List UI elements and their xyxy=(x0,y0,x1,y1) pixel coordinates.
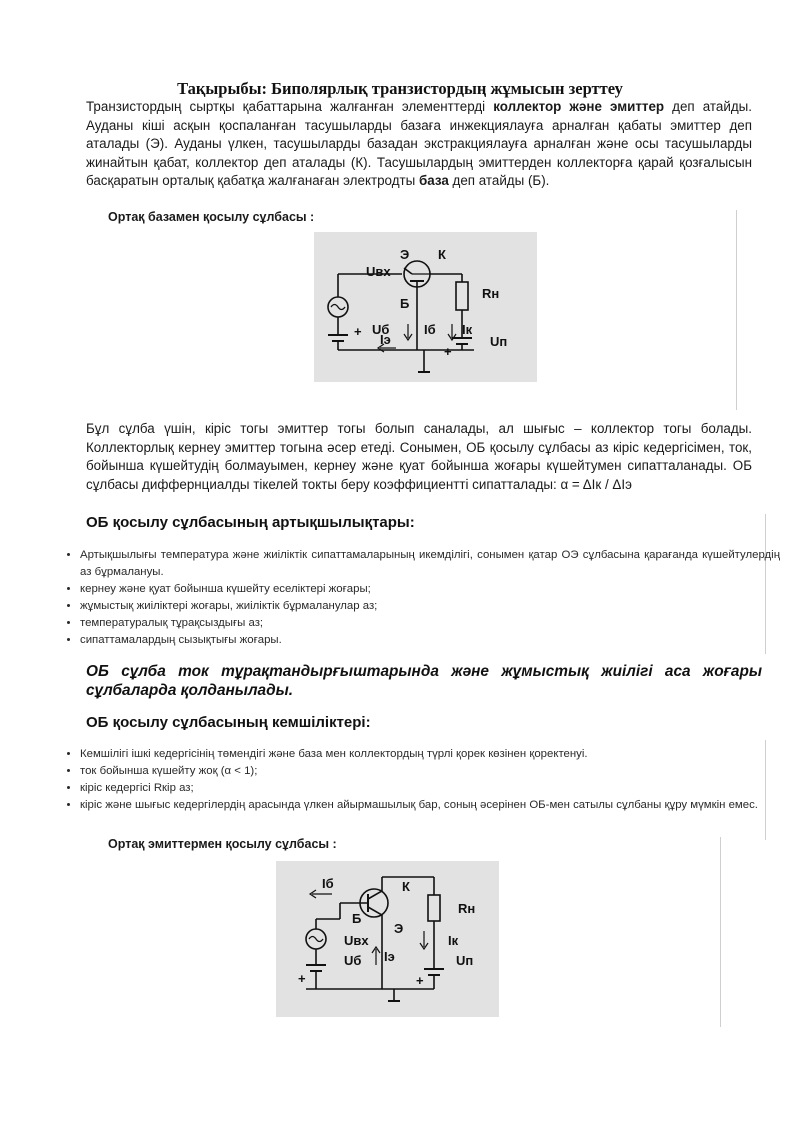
list-item: • Артықшылығы температура және жиіліктік сипаттамаларының икемділігі, сонымен қатар ОЭ сұлбасына қарағанда күшейтулердің аз бұрмалануы. xyxy=(80,547,780,581)
cb-ik-label: Iк xyxy=(462,322,473,337)
list-item: • кернеу және қуат бойынша күшейту еселіктері жоғары; xyxy=(80,581,780,598)
ce-ub-label: Uб xyxy=(344,953,362,968)
cb-up-label: Uп xyxy=(490,334,508,349)
common-base-diagram xyxy=(314,232,537,382)
ce-plus-left: + xyxy=(298,971,306,986)
common-base-label: Ортақ базамен қосылу сұлбасы : xyxy=(108,210,315,224)
ce-base-label: Б xyxy=(352,911,362,926)
cb-emitter-label: Э xyxy=(400,247,410,262)
common-emitter-diagram xyxy=(276,861,499,1017)
list-item: • Кемшілігі ішкі кедергісінің төмендігі және база мен коллектордың түрлі қорек көзінен қоректенуі. xyxy=(80,746,780,763)
page-title: Тақырыбы: Биполярлық транзистордың жұмысын зерттеу xyxy=(177,79,623,98)
ce-up-label: Uп xyxy=(456,953,474,968)
ce-emitter-label: Э xyxy=(394,921,404,936)
cb-plus-left: + xyxy=(354,324,362,339)
list-item: • кіріс кедергісі Rкір аз; xyxy=(80,780,780,797)
advantages-heading: ОБ қосылу сұлбасының артықшылықтары: xyxy=(86,514,415,531)
cb-ib-label: Iб xyxy=(424,322,436,337)
list-item: • кіріс және шығыс кедергілердің арасында үлкен айырмашылық бар, соның әсерінен ОБ-мен сатылы сұлбаны құру мүмкін емес. xyxy=(80,797,780,814)
ce-ie-label: Iэ xyxy=(384,949,395,964)
list-item: • жұмыстық жиіліктері жоғары, жиіліктік бұрмаланулар аз; xyxy=(80,598,780,615)
common-emitter-label: Ортақ эмиттермен қосылу сұлбасы : xyxy=(108,837,337,851)
disadvantages-list xyxy=(64,746,780,814)
bold-term-base: база xyxy=(418,173,449,189)
page-edge-line xyxy=(736,210,737,410)
intro-paragraph: Транзистордың сыртқы қабаттарына жалғанған элементтерді коллектор және эмиттер деп атайды. Ауданы кіші асқын қоспаланған тасушыларды базаға инжекциялауға арналған қабаты эмиттер деп аталады (Э). Ауданы үлкен, тасушыларды базадан экстракциялауға арналған және осы тасушыларды жинайтын қабат, коллектор деп аталады (К). Тасушылардың эмиттерден коллекторға қарай қозғалысын басқаратын орталық қабатқа жалғанаған электродты база деп атайды (Б). xyxy=(86,99,752,189)
ce-ik-label: Iк xyxy=(448,933,459,948)
common-base-description: Бұл сұлба үшін, кіріс тогы эмиттер тогы болып саналады, ал шығыс – коллектор тогы болады. Коллекторлық кернеу эмиттер тогына әсер етеді. Сонымен, ОБ қосылу сұлбасы аз кіріс кедергісімен, ток, бойынша күшейтудің болмауымен, кернеу және қуат бойынша жоғары күшейтумен сипатталанады. ОБ сұлбасы диффернциалды тікелей токты беру коэффициентті сипатталады: α = ΔIк / ΔIэ xyxy=(86,421,752,492)
cb-ie-label: Iэ xyxy=(380,332,391,347)
cb-plus-right: + xyxy=(444,344,452,359)
list-item: • температуралық тұрақсыздығы аз; xyxy=(80,615,780,632)
ce-collector-label: К xyxy=(402,879,410,894)
page-edge-line xyxy=(720,837,721,1027)
advantages-list xyxy=(64,547,780,649)
cb-base-label: Б xyxy=(400,296,410,311)
cb-uin-label: Uвх xyxy=(366,264,391,279)
highlight-statement: ОБ сұлба ток тұрақтандырғыштарында және жұмыстық жиілігі аса жоғары сұлбаларда қолданылады. xyxy=(86,663,762,699)
ce-plus-right: + xyxy=(416,973,424,988)
list-item: • ток бойынша күшейту жоқ (α < 1); xyxy=(80,763,780,780)
ce-ib-label: Iб xyxy=(322,876,334,891)
list-item: • сипаттамалардың сызықтығы жоғары. xyxy=(80,632,780,649)
ce-rn-label: Rн xyxy=(458,901,476,916)
disadvantages-heading: ОБ қосылу сұлбасының кемшіліктері: xyxy=(86,714,371,731)
cb-ub-label: Uб xyxy=(372,322,390,337)
ce-uin-label: Uвх xyxy=(344,933,369,948)
cb-collector-label: К xyxy=(438,247,446,262)
cb-rn-label: Rн xyxy=(482,286,500,301)
bold-term-collector-emitter: коллектор және эмиттер xyxy=(493,99,665,114)
